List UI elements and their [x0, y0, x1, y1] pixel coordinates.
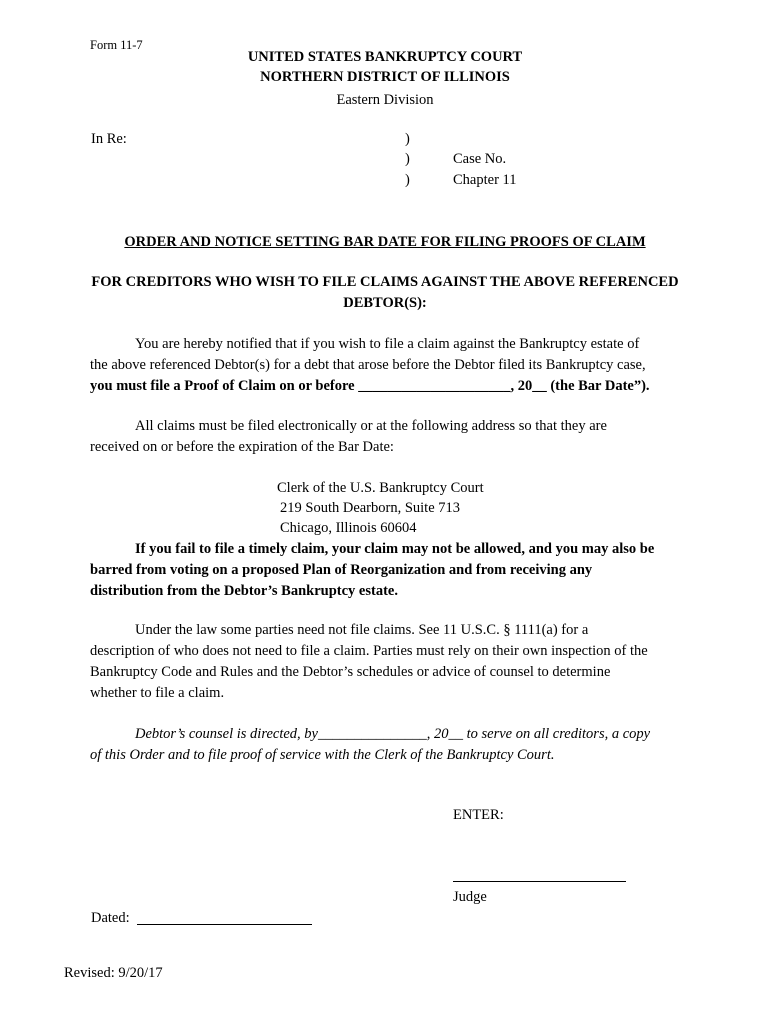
- enter-label: ENTER:: [453, 807, 504, 823]
- in-re-label: In Re:: [91, 131, 127, 147]
- service-directive: Debtor’s counsel is directed, by_______________, 20__ to serve on all creditors, a copy of this Order and to file proof of service with the Clerk of the Bankruptcy Court.: [90, 726, 651, 763]
- case-no-label: Case No.: [453, 151, 507, 167]
- court-name: UNITED STATES BANKRUPTCY COURT: [247, 49, 523, 65]
- caption-paren: ): [405, 151, 410, 167]
- order-subtitle-line2: DEBTOR(S):: [343, 295, 427, 311]
- exemption-paragraph: Under the law some parties need not file claims. See 11 U.S.C. § 1111(a) for a description of who does not need to file a claim. Parties must rely on their own inspection of the Bankruptcy Code and Rules and the Debtor’s schedules or advice of counsel to determine whether to file a claim.: [90, 622, 648, 701]
- dated-line[interactable]: [137, 924, 312, 925]
- court-division: Eastern Division: [336, 92, 434, 108]
- judge-signature-line[interactable]: [453, 881, 626, 882]
- caption-paren: ): [405, 172, 410, 188]
- form-number: Form 11-7: [90, 38, 143, 52]
- caption-paren: ): [405, 131, 410, 147]
- chapter-label: Chapter 11: [453, 172, 517, 188]
- court-district: NORTHERN DISTRICT OF ILLINOIS: [260, 69, 510, 85]
- clerk-address: Clerk of the U.S. Bankruptcy Court 219 South Dearborn, Suite 713 Chicago, Illinois 60604: [277, 480, 484, 536]
- revised-date: Revised: 9/20/17: [64, 965, 163, 981]
- dated-label: Dated:: [91, 910, 130, 926]
- late-claim-warning: If you fail to file a timely claim, your claim may not be allowed, and you may also be barred from voting on a proposed Plan of Reorganization and from receiving any distribution from the Debtor’s Bankruptcy estate.: [90, 541, 655, 599]
- bar-date-paragraph: You are hereby notified that if you wish to file a claim against the Bankruptcy estate of the above referenced Debtor(s) for a debt that arose before the Debtor filed its Bankruptcy case, you must file a Proof of Claim on or before _____________________, 20__ (the Bar Date”).: [90, 336, 650, 394]
- order-subtitle-line1: FOR CREDITORS WHO WISH TO FILE CLAIMS AGAINST THE ABOVE REFERENCED: [91, 274, 679, 290]
- order-title: ORDER AND NOTICE SETTING BAR DATE FOR FILING PROOFS OF CLAIM: [124, 234, 646, 250]
- filing-instructions-paragraph: All claims must be filed electronically or at the following address so that they are received on or before the expiration of the Bar Date:: [90, 418, 607, 455]
- judge-label: Judge: [453, 889, 487, 905]
